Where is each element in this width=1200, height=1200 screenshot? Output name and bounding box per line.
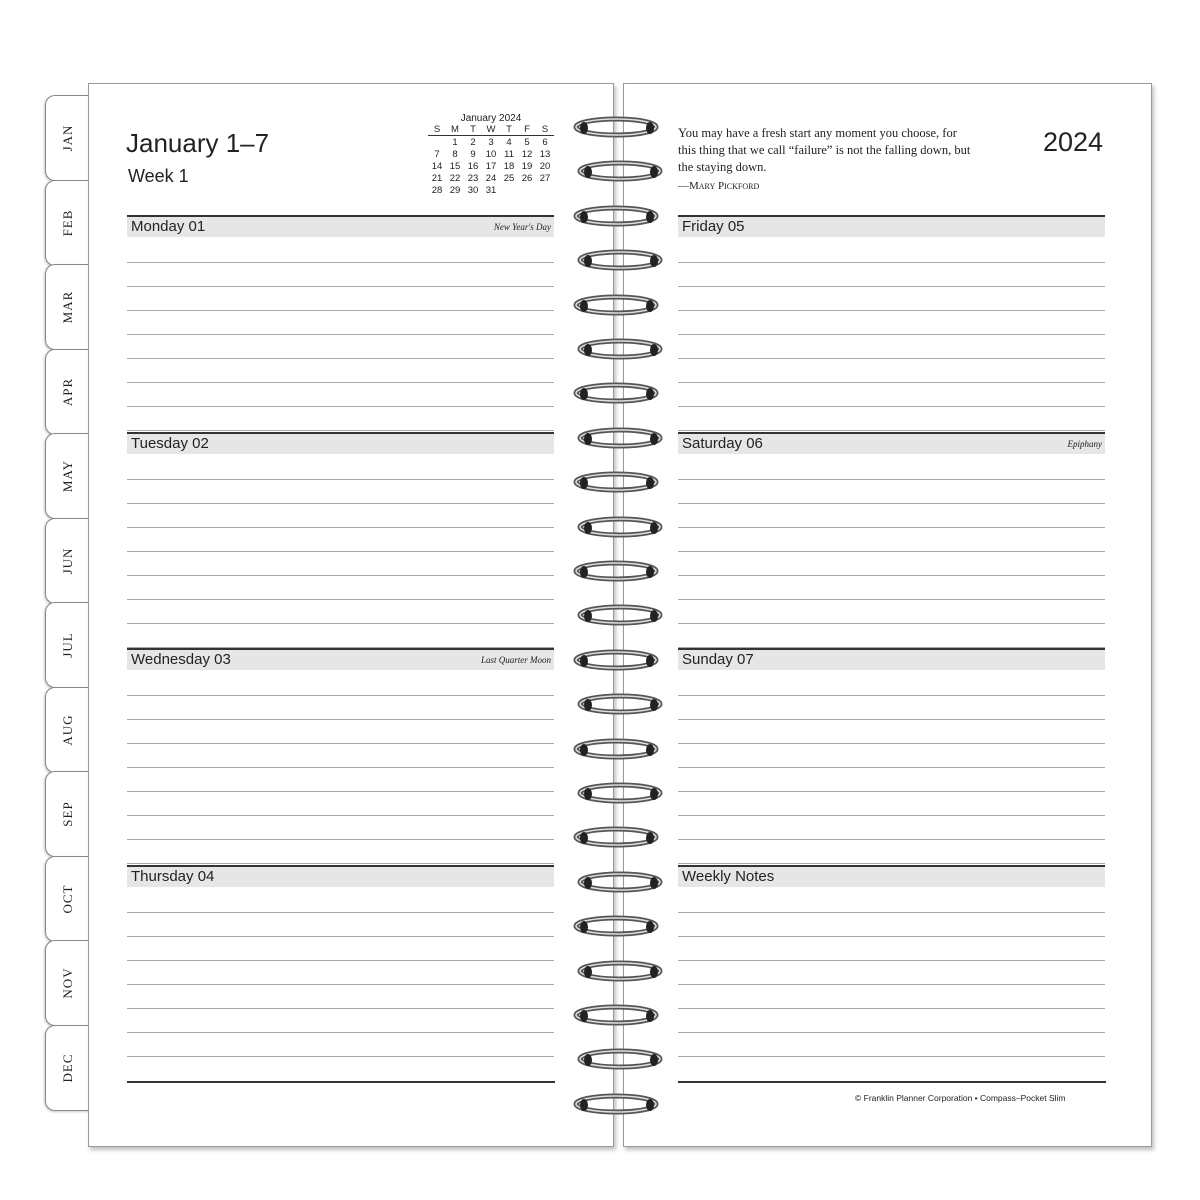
tab-label: OCT [59, 884, 75, 913]
writing-line[interactable] [127, 527, 554, 528]
writing-line[interactable] [678, 719, 1105, 720]
writing-line[interactable] [678, 334, 1105, 335]
writing-line[interactable] [678, 575, 1105, 576]
mini-calendar-day: 11 [504, 148, 514, 160]
weekday-header: M [446, 124, 464, 136]
mini-calendar-day: 8 [452, 148, 458, 160]
spiral-ring [572, 1004, 660, 1026]
writing-line[interactable] [678, 695, 1105, 696]
spiral-ring [572, 294, 660, 316]
mini-calendar-day: 27 [539, 172, 551, 184]
weekday-header: S [428, 124, 446, 136]
weekday-header: T [464, 124, 482, 136]
tab-label: JUN [59, 547, 75, 574]
writing-line[interactable] [678, 1056, 1105, 1057]
mini-calendar [428, 113, 554, 196]
day-section [678, 215, 1105, 415]
mini-calendar-day: 17 [485, 160, 497, 172]
mini-calendar-day: 5 [524, 136, 530, 148]
tab-label: FEB [59, 209, 75, 236]
quote-text: You may have a fresh start any moment you choose, for this thing that we call “failure” is not the falling down, but the staying down. [678, 126, 971, 174]
writing-line[interactable] [678, 527, 1105, 528]
day-label: Tuesday 02 [131, 434, 209, 452]
mini-calendar-day [536, 184, 554, 196]
writing-line[interactable] [678, 1008, 1105, 1009]
writing-line[interactable] [678, 551, 1105, 552]
mini-calendar-day: 6 [542, 136, 548, 148]
writing-line[interactable] [678, 960, 1105, 961]
mini-calendar-day: 30 [467, 184, 479, 196]
writing-line[interactable] [127, 695, 554, 696]
writing-line[interactable] [127, 791, 554, 792]
writing-line[interactable] [127, 936, 554, 937]
tab-apr[interactable] [45, 349, 89, 435]
mini-calendar-day: 13 [539, 148, 551, 160]
tab-jul[interactable] [45, 602, 89, 688]
writing-line[interactable] [127, 815, 554, 816]
mini-calendar-day: 29 [449, 184, 461, 196]
day-header [127, 865, 554, 887]
spiral-ring [572, 649, 660, 671]
writing-line[interactable] [678, 743, 1105, 744]
writing-line[interactable] [127, 839, 554, 840]
day-section [678, 432, 1105, 632]
day-section [678, 648, 1105, 848]
mini-calendar-day: 7 [434, 148, 440, 160]
writing-line[interactable] [127, 286, 554, 287]
spiral-ring [576, 693, 664, 715]
writing-line[interactable] [127, 310, 554, 311]
writing-line[interactable] [678, 503, 1105, 504]
writing-line[interactable] [127, 984, 554, 985]
spiral-ring [572, 915, 660, 937]
tab-label: AUG [59, 713, 75, 746]
weekday-header: S [536, 124, 554, 136]
mini-calendar-day: 4 [506, 136, 512, 148]
day-section [127, 865, 554, 1065]
spiral-ring [576, 249, 664, 271]
spiral-ring [576, 516, 664, 538]
mini-calendar-caption: January 2024 [460, 113, 522, 124]
spiral-ring [572, 382, 660, 404]
tab-jan[interactable] [45, 95, 89, 181]
day-label: Sunday 07 [682, 651, 754, 668]
day-section [127, 432, 554, 632]
tab-label: MAR [59, 290, 75, 324]
spiral-ring [576, 782, 664, 804]
week-number: Week 1 [128, 166, 189, 186]
mini-calendar-day: 15 [449, 160, 461, 172]
spiral-ring [572, 738, 660, 760]
day-header [678, 215, 1105, 237]
tab-mar[interactable] [45, 264, 89, 350]
tab-label: JUL [59, 632, 75, 658]
weekday-header: T [500, 124, 518, 136]
spiral-ring [576, 338, 664, 360]
spiral-ring [576, 871, 664, 893]
mini-calendar-day: 22 [449, 172, 461, 184]
spiral-ring [572, 471, 660, 493]
weekday-header: W [482, 124, 500, 136]
day-note: Last Quarter Moon [480, 655, 551, 665]
spiral-ring [572, 205, 660, 227]
mini-calendar-day: 9 [470, 148, 476, 160]
week-date-range: January 1–7 [126, 128, 270, 158]
mini-calendar-day: 25 [503, 172, 515, 184]
writing-line[interactable] [678, 623, 1105, 624]
day-label: Thursday 04 [131, 867, 215, 885]
day-label: Wednesday 03 [131, 651, 231, 668]
day-header [127, 215, 554, 237]
writing-line[interactable] [678, 262, 1105, 263]
writing-line[interactable] [127, 743, 554, 744]
tab-sep[interactable] [45, 771, 89, 857]
spiral-ring [572, 826, 660, 848]
spiral-ring [576, 960, 664, 982]
mini-calendar-day: 14 [431, 160, 443, 172]
writing-line[interactable] [678, 912, 1105, 913]
mini-calendar-day: 31 [485, 184, 497, 196]
spiral-ring [576, 604, 664, 626]
day-note: Epiphany [1067, 438, 1102, 449]
mini-calendar-day: 19 [521, 160, 533, 172]
day-header [678, 865, 1105, 887]
day-header [127, 432, 554, 454]
mini-calendar-day: 18 [503, 160, 515, 172]
spiral-ring [572, 116, 660, 138]
bottom-rule [127, 1081, 555, 1083]
year: 2024 [1043, 127, 1104, 157]
writing-line[interactable] [678, 406, 1105, 407]
tab-label: DEC [59, 1053, 75, 1082]
mini-calendar-day: 24 [485, 172, 497, 184]
writing-line[interactable] [127, 358, 554, 359]
writing-line[interactable] [127, 479, 554, 480]
day-section [127, 648, 554, 848]
writing-line[interactable] [127, 1032, 554, 1033]
writing-line[interactable] [678, 767, 1105, 768]
day-header [127, 648, 554, 670]
writing-line[interactable] [127, 1008, 554, 1009]
mini-calendar-day: 12 [521, 148, 533, 160]
mini-calendar-day: 2 [470, 136, 476, 148]
writing-line[interactable] [127, 599, 554, 600]
writing-line[interactable] [678, 1032, 1105, 1033]
writing-line[interactable] [127, 382, 554, 383]
mini-calendar-day: 23 [467, 172, 479, 184]
spiral-ring [572, 1093, 660, 1115]
tab-may[interactable] [45, 433, 89, 519]
writing-line[interactable] [127, 406, 554, 407]
mini-calendar-day: 16 [467, 160, 479, 172]
tab-label: JAN [59, 124, 75, 152]
mini-calendar-day [518, 184, 536, 196]
day-label: Saturday 06 [682, 434, 763, 452]
mini-calendar-day: 10 [485, 148, 497, 160]
writing-line[interactable] [127, 551, 554, 552]
tab-oct[interactable] [45, 856, 89, 942]
writing-line[interactable] [678, 479, 1105, 480]
writing-line[interactable] [678, 936, 1105, 937]
writing-line[interactable] [678, 382, 1105, 383]
mini-calendar-day: 21 [431, 172, 443, 184]
writing-line[interactable] [127, 960, 554, 961]
day-section [678, 865, 1105, 1065]
tab-label: APR [59, 377, 75, 406]
day-note: New Year's Day [493, 222, 551, 232]
footer-credit: © Franklin Planner Corporation • Compass–Pocket Slim [855, 1093, 1066, 1103]
mini-calendar-day: 28 [431, 184, 443, 196]
tab-jun[interactable] [45, 518, 89, 604]
quote-author: —Mary Pickford [678, 180, 760, 192]
day-label: Monday 01 [131, 218, 206, 235]
tab-feb[interactable] [45, 180, 89, 266]
writing-line[interactable] [678, 599, 1105, 600]
tab-label: MAY [59, 459, 75, 493]
tab-label: NOV [59, 967, 75, 999]
spiral-ring [576, 1048, 664, 1070]
writing-line[interactable] [127, 334, 554, 335]
writing-line[interactable] [678, 815, 1105, 816]
mini-calendar-day: 1 [452, 136, 458, 148]
spiral-ring [576, 427, 664, 449]
writing-line[interactable] [678, 310, 1105, 311]
writing-line[interactable] [127, 767, 554, 768]
spiral-ring [572, 560, 660, 582]
writing-line[interactable] [678, 358, 1105, 359]
quote [678, 125, 978, 195]
writing-line[interactable] [127, 503, 554, 504]
tab-label: SEP [59, 801, 75, 827]
day-header [678, 432, 1105, 454]
writing-line[interactable] [678, 286, 1105, 287]
mini-calendar-day [428, 136, 446, 149]
writing-line[interactable] [127, 719, 554, 720]
writing-line[interactable] [678, 839, 1105, 840]
writing-line[interactable] [678, 791, 1105, 792]
day-header [678, 648, 1105, 670]
writing-line[interactable] [127, 262, 554, 263]
mini-calendar-day: 20 [539, 160, 551, 172]
day-label: Friday 05 [682, 218, 745, 235]
mini-calendar-day [500, 184, 518, 196]
writing-line[interactable] [127, 575, 554, 576]
writing-line[interactable] [127, 912, 554, 913]
writing-line[interactable] [127, 623, 554, 624]
tab-dec[interactable] [45, 1025, 89, 1111]
day-label: Weekly Notes [682, 867, 775, 885]
mini-calendar-day: 26 [521, 172, 533, 184]
writing-line[interactable] [678, 984, 1105, 985]
writing-line[interactable] [127, 1056, 554, 1057]
day-section [127, 215, 554, 415]
tab-nov[interactable] [45, 940, 89, 1026]
spiral-ring [576, 160, 664, 182]
bottom-rule [678, 1081, 1106, 1083]
weekday-header: F [518, 124, 536, 136]
tab-aug[interactable] [45, 687, 89, 773]
mini-calendar-day: 3 [488, 136, 494, 148]
